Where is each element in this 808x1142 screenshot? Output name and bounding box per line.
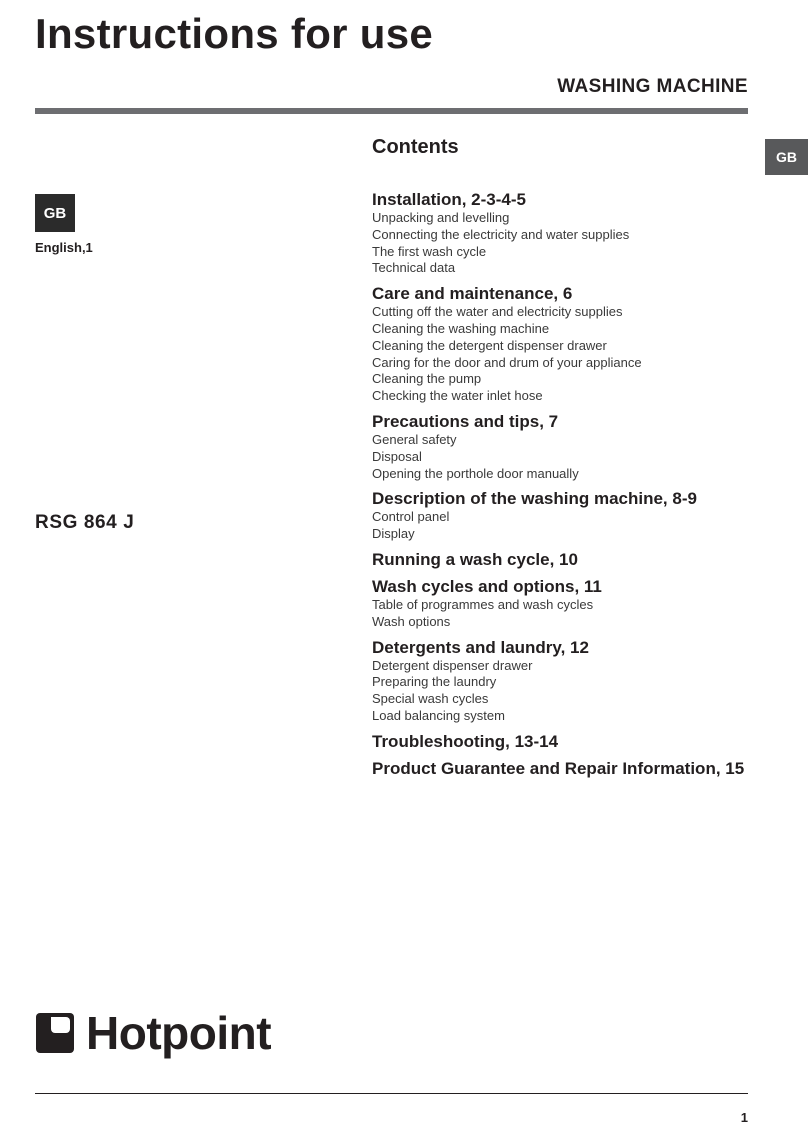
toc-section-title[interactable]: Precautions and tips, 7 bbox=[372, 411, 559, 431]
toc-item[interactable]: Technical data bbox=[372, 260, 456, 276]
toc-item[interactable]: Wash options bbox=[372, 613, 451, 629]
toc-item[interactable]: Preparing the laundry bbox=[372, 674, 497, 690]
table-of-contents bbox=[372, 190, 762, 786]
toc-section bbox=[372, 732, 762, 752]
toc-section bbox=[372, 489, 762, 543]
toc-section bbox=[372, 638, 762, 725]
toc-item[interactable]: General safety bbox=[372, 431, 457, 447]
toc-section-title[interactable]: Installation, 2-3-4-5 bbox=[372, 190, 526, 209]
brand-logo bbox=[36, 1007, 272, 1059]
product-type: WASHING MACHINE bbox=[557, 76, 748, 97]
toc-section bbox=[372, 284, 762, 405]
language-badge: GB bbox=[35, 194, 75, 232]
hotpoint-logo-icon bbox=[36, 1013, 74, 1053]
toc-item[interactable]: The first wash cycle bbox=[372, 243, 487, 259]
toc-item[interactable]: Unpacking and levelling bbox=[372, 210, 510, 225]
toc-item[interactable]: Cleaning the washing machine bbox=[372, 320, 550, 336]
language-tab[interactable]: GB bbox=[765, 139, 808, 175]
toc-item[interactable]: Table of programmes and wash cycles bbox=[372, 596, 594, 612]
toc-item[interactable]: Control panel bbox=[372, 509, 450, 525]
toc-section bbox=[372, 759, 762, 779]
footer-divider bbox=[35, 1093, 748, 1094]
toc-section-title[interactable]: Running a wash cycle, 10 bbox=[372, 549, 578, 569]
toc-section-title[interactable]: Troubleshooting, 13-14 bbox=[372, 731, 559, 751]
toc-item[interactable]: Detergent dispenser drawer bbox=[372, 657, 533, 673]
toc-section bbox=[372, 550, 762, 570]
toc-section-title[interactable]: Description of the washing machine, 8-9 bbox=[372, 489, 697, 509]
model-number: RSG 864 J bbox=[35, 512, 135, 533]
toc-item[interactable]: Cutting off the water and electricity supplies bbox=[372, 304, 623, 320]
toc-item[interactable]: Special wash cycles bbox=[372, 691, 489, 707]
toc-section bbox=[372, 577, 762, 631]
toc-item[interactable]: Disposal bbox=[372, 448, 422, 464]
page-title: Instructions for use bbox=[35, 10, 434, 57]
toc-item[interactable]: Checking the water inlet hose bbox=[372, 388, 543, 404]
toc-item[interactable]: Load balancing system bbox=[372, 707, 505, 723]
toc-item[interactable]: Cleaning the detergent dispenser drawer bbox=[372, 337, 607, 353]
toc-section-title[interactable]: Product Guarantee and Repair Information, 15 bbox=[372, 758, 745, 778]
toc-item[interactable]: Display bbox=[372, 526, 415, 542]
toc-section bbox=[372, 190, 762, 277]
page-number: 1 bbox=[740, 1110, 748, 1125]
toc-item[interactable]: Opening the porthole door manually bbox=[372, 465, 579, 481]
language-link[interactable]: English,1 bbox=[35, 240, 93, 255]
brand-name: Hotpoint bbox=[86, 1007, 272, 1059]
toc-item[interactable]: Caring for the door and drum of your appliance bbox=[372, 354, 642, 370]
toc-section-title[interactable]: Care and maintenance, 6 bbox=[372, 284, 573, 304]
header-divider bbox=[35, 108, 748, 114]
toc-section-title[interactable]: Wash cycles and options, 11 bbox=[372, 576, 602, 596]
toc-item[interactable]: Cleaning the pump bbox=[372, 371, 482, 387]
toc-item[interactable]: Connecting the electricity and water supplies bbox=[372, 226, 630, 242]
toc-section-title[interactable]: Detergents and laundry, 12 bbox=[372, 637, 589, 657]
toc-section bbox=[372, 412, 762, 482]
contents-heading: Contents bbox=[372, 136, 459, 158]
